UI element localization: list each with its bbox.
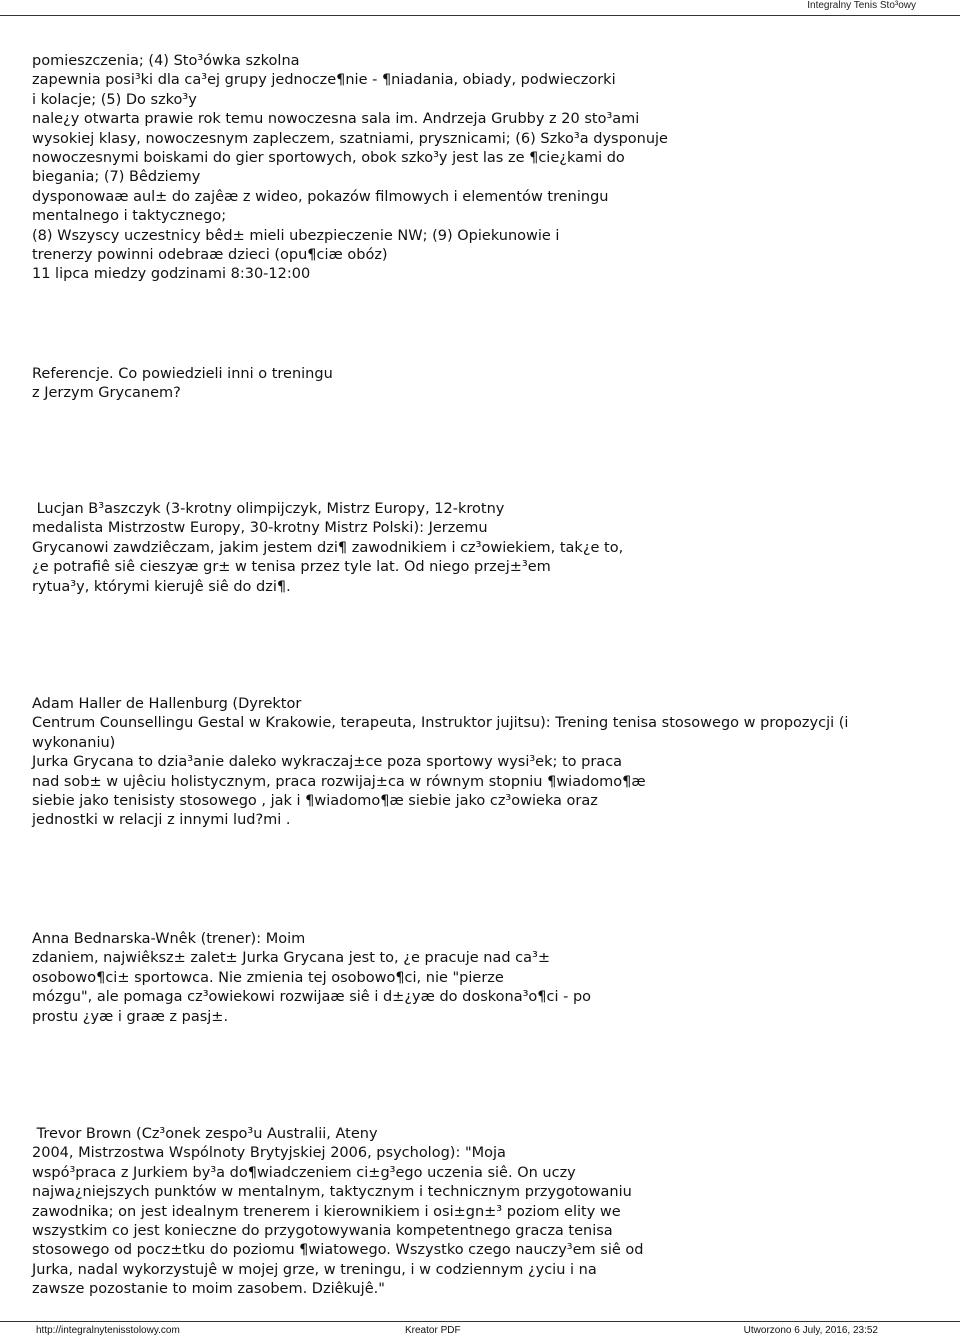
text-line: nowoczesnymi boiskami do gier sportowych, obok szko³y jest las ze ¶cie¿kami do	[32, 149, 625, 166]
text-line: Grycanowi zawdziêczam, jakim jestem dzi¶ zawodnikiem i cz³owiekiem, tak¿e to,	[32, 539, 624, 556]
footer-url-link[interactable]: http://integralnytenisstolowy.com	[36, 1325, 180, 1336]
references-heading-line: Referencje. Co powiedzieli inni o treningu	[32, 366, 333, 382]
footer-divider	[0, 1321, 960, 1322]
section-references-heading	[32, 365, 932, 404]
footer-created-date: Utworzono 6 July, 2016, 23:52	[743, 1325, 878, 1336]
text-line: Lucjan B³aszczyk (3-krotny olimpijczyk, Mistrz Europy, 12-krotny	[32, 501, 505, 517]
text-line: Jurka, nadal wykorzystujê w mojej grze, w treningu, i w codziennym ¿yciu i na	[32, 1261, 597, 1278]
testimonial-bednarska	[32, 930, 932, 1027]
text-line: siebie jako tenisisty stosowego , jak i ¶wiadomo¶æ siebie jako cz³owieka oraz	[32, 792, 598, 809]
text-line: zawodnika; on jest idealnym trenerem i kierownikiem i osi±gn±³ poziom elity we	[32, 1203, 621, 1220]
text-line: wszystkim co jest konieczne do przygotowywania kompetentnego gracza tenisa	[32, 1222, 613, 1239]
text-line: zdaniem, najwiêksz± zalet± Jurka Grycana jest to, ¿e pracuje nad ca³±	[32, 950, 550, 967]
section-logistics	[32, 52, 932, 285]
text-line: Anna Bednarska-Wnêk (trener): Moim	[32, 931, 306, 947]
text-line: trenerzy powinni odebraæ dzieci (opu¶ciæ obóz)	[32, 246, 388, 263]
footer-creator: Kreator PDF	[405, 1325, 461, 1336]
text-line: rytua³y, którymi kierujê siê do dzi¶.	[32, 578, 291, 595]
text-line: jednostki w relacji z innymi lud?mi .	[32, 812, 291, 829]
text-line: pomieszczenia; (4) Sto³ówka szkolna	[32, 53, 300, 69]
text-line: 11 lipca miedzy godzinami 8:30-12:00	[32, 266, 311, 283]
text-line: osobowo¶ci± sportowca. Nie zmienia tej osobowo¶ci, nie "pierze	[32, 969, 504, 986]
text-line: medalista Mistrzostw Europy, 30-krotny Mistrz Polski): Jerzemu	[32, 520, 488, 537]
page-footer	[0, 1325, 960, 1338]
text-line: stosowego od pocz±tku do poziomu ¶wiatowego. Wszystko czego nauczy³em siê od	[32, 1242, 644, 1259]
text-line: Centrum Counsellingu Gestal w Krakowie, terapeuta, Instruktor jujitsu): Trening tenisa stosowego w propozycji (i	[32, 715, 849, 732]
text-line: dysponowaæ aul± do zajêæ z wideo, pokazów filmowych i elementów treningu	[32, 188, 609, 205]
text-line: prostu ¿yæ i graæ z pasj±.	[32, 1008, 229, 1025]
text-line: Adam Haller de Hallenburg (Dyrektor	[32, 696, 302, 712]
text-line: nad sob± w ujêciu holistycznym, praca rozwijaj±ca w równym stopniu ¶wiadomo¶æ	[32, 773, 646, 790]
text-line: wykonaniu)	[32, 734, 116, 751]
text-line: wysokiej klasy, nowoczesnym zapleczem, szatniami, prysznicami; (6) Szko³a dysponuje	[32, 130, 668, 147]
text-line: najwa¿niejszych punktów w mentalnym, taktycznym i technicznym przygotowaniu	[32, 1184, 632, 1201]
text-line: nale¿y otwarta prawie rok temu nowoczesna sala im. Andrzeja Grubby z 20 sto³ami	[32, 111, 640, 128]
text-line: i kolacje; (5) Do szko³y	[32, 91, 197, 108]
testimonial-blaszczyk	[32, 500, 932, 597]
testimonial-haller	[32, 695, 932, 831]
header-divider	[0, 15, 960, 16]
references-heading-line: z Jerzym Grycanem?	[32, 385, 181, 402]
text-line: wspó³praca z Jurkiem by³a do¶wiadczeniem ci±g³ego uczenia siê. On uczy	[32, 1164, 576, 1181]
text-line: biegania; (7) Bêdziemy	[32, 169, 201, 186]
testimonial-brown	[32, 1125, 932, 1300]
text-line: Trevor Brown (Cz³onek zespo³u Australii, Ateny	[32, 1126, 378, 1142]
text-line: mentalnego i taktycznego;	[32, 208, 227, 225]
page-header	[0, 0, 960, 14]
text-line: zapewnia posi³ki dla ca³ej grupy jednocze¶nie - ¶niadania, obiady, podwieczorki	[32, 72, 616, 89]
text-line: Jurka Grycana to dzia³anie daleko wykraczaj±ce poza sportowy wysi³ek; to praca	[32, 754, 623, 771]
header-title: Integralny Tenis Sto³owy	[807, 0, 916, 11]
text-line: (8) Wszyscy uczestnicy bêd± mieli ubezpieczenie NW; (9) Opiekunowie i	[32, 227, 560, 244]
text-line: ¿e potrafiê siê cieszyæ gr± w tenisa przez tyle lat. Od niego przej±³em	[32, 559, 551, 576]
text-line: 2004, Mistrzostwa Wspólnoty Brytyjskiej 2006, psycholog): "Moja	[32, 1145, 506, 1162]
text-line: zawsze pozostanie to moim zasobem. Dziêkujê."	[32, 1281, 385, 1298]
text-line: mózgu", ale pomaga cz³owiekowi rozwijaæ siê i d±¿yæ do doskona³o¶ci - po	[32, 989, 592, 1006]
